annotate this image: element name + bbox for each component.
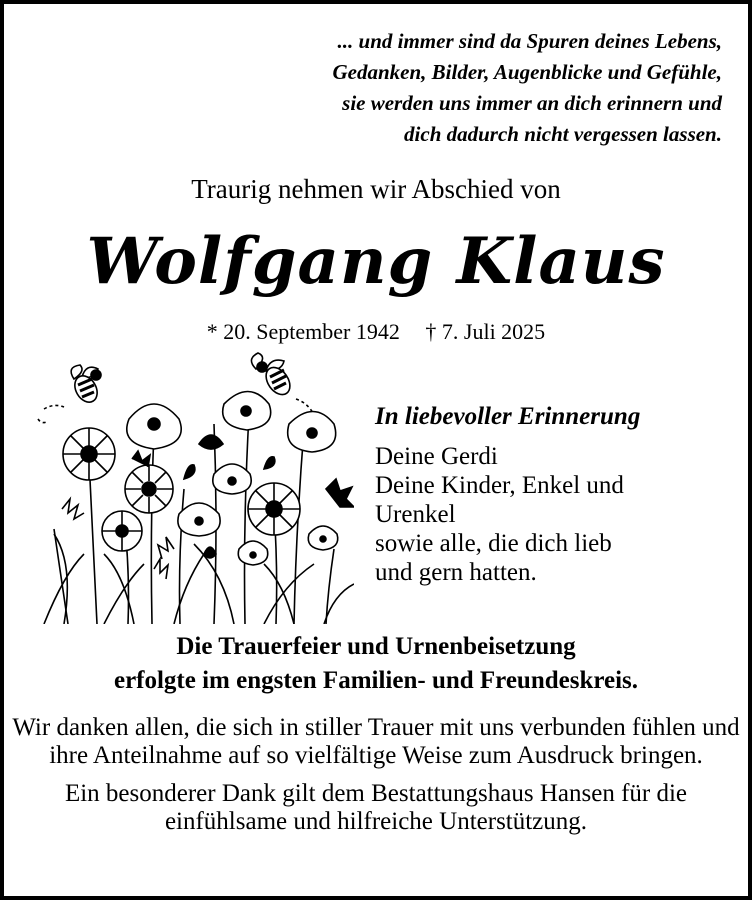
poppy-icon <box>238 541 267 565</box>
life-dates <box>4 318 748 346</box>
thanks-paragraph: Ein besonderer Dank gilt dem Bestattungshaus Hansen für die einfühlsame und hilfreiche Unterstützung. <box>64 780 688 835</box>
wildflowers-and-bees-illustration <box>34 349 354 624</box>
ceremony-line: erfolgte im engsten Familien- und Freundeskreis. <box>113 667 639 694</box>
poppy-icon <box>213 464 251 494</box>
poem-line: ... und immer sind da Spuren deines Lebens, <box>337 29 722 53</box>
ceremony-line: Die Trauerfeier und Urnenbeisetzung <box>176 633 576 660</box>
memory-block <box>375 400 735 587</box>
birth-date: * 20. September 1942 <box>206 319 400 344</box>
poem <box>333 26 723 150</box>
mourner-line: Deine Gerdi <box>375 443 498 470</box>
poppy-icon <box>178 503 220 536</box>
thanks-section <box>4 714 748 846</box>
mourner-line: Deine Kinder, Enkel und <box>375 472 624 499</box>
poem-line: dich dadurch nicht vergessen lassen. <box>404 122 722 146</box>
death-date: † 7. Juli 2025 <box>425 319 546 344</box>
poppy-icon <box>288 412 336 453</box>
daisy-icon <box>63 428 115 480</box>
daisy-icon <box>125 465 173 513</box>
intro-text: Traurig nehmen wir Abschied von <box>191 174 561 204</box>
memory-title: In liebevoller Erinnerung <box>375 403 641 430</box>
mourner-line: Urenkel <box>375 501 456 528</box>
poppy-icon <box>223 392 271 431</box>
mourner-line: und gern hatten. <box>375 559 537 586</box>
poem-line: sie werden uns immer an dich erinnern und <box>342 91 722 115</box>
bee-icon <box>38 365 102 423</box>
poem-line: Gedanken, Bilder, Augenblicke und Gefühle, <box>332 60 722 84</box>
ceremony-notice <box>4 630 748 698</box>
deceased-name: Wolfgang Klaus <box>86 224 666 299</box>
daisy-icon <box>102 511 142 551</box>
thanks-paragraph: Wir danken allen, die sich in stiller Trauer mit uns verbunden fühlen und ihre Anteilnahme auf so vielfältige Weise zum Ausdruck bringen. <box>12 714 740 769</box>
daisy-icon <box>248 483 300 535</box>
poppy-icon <box>127 404 181 449</box>
poppy-icon <box>308 526 337 550</box>
mourner-line: sowie alle, die dich lieb <box>375 530 612 557</box>
